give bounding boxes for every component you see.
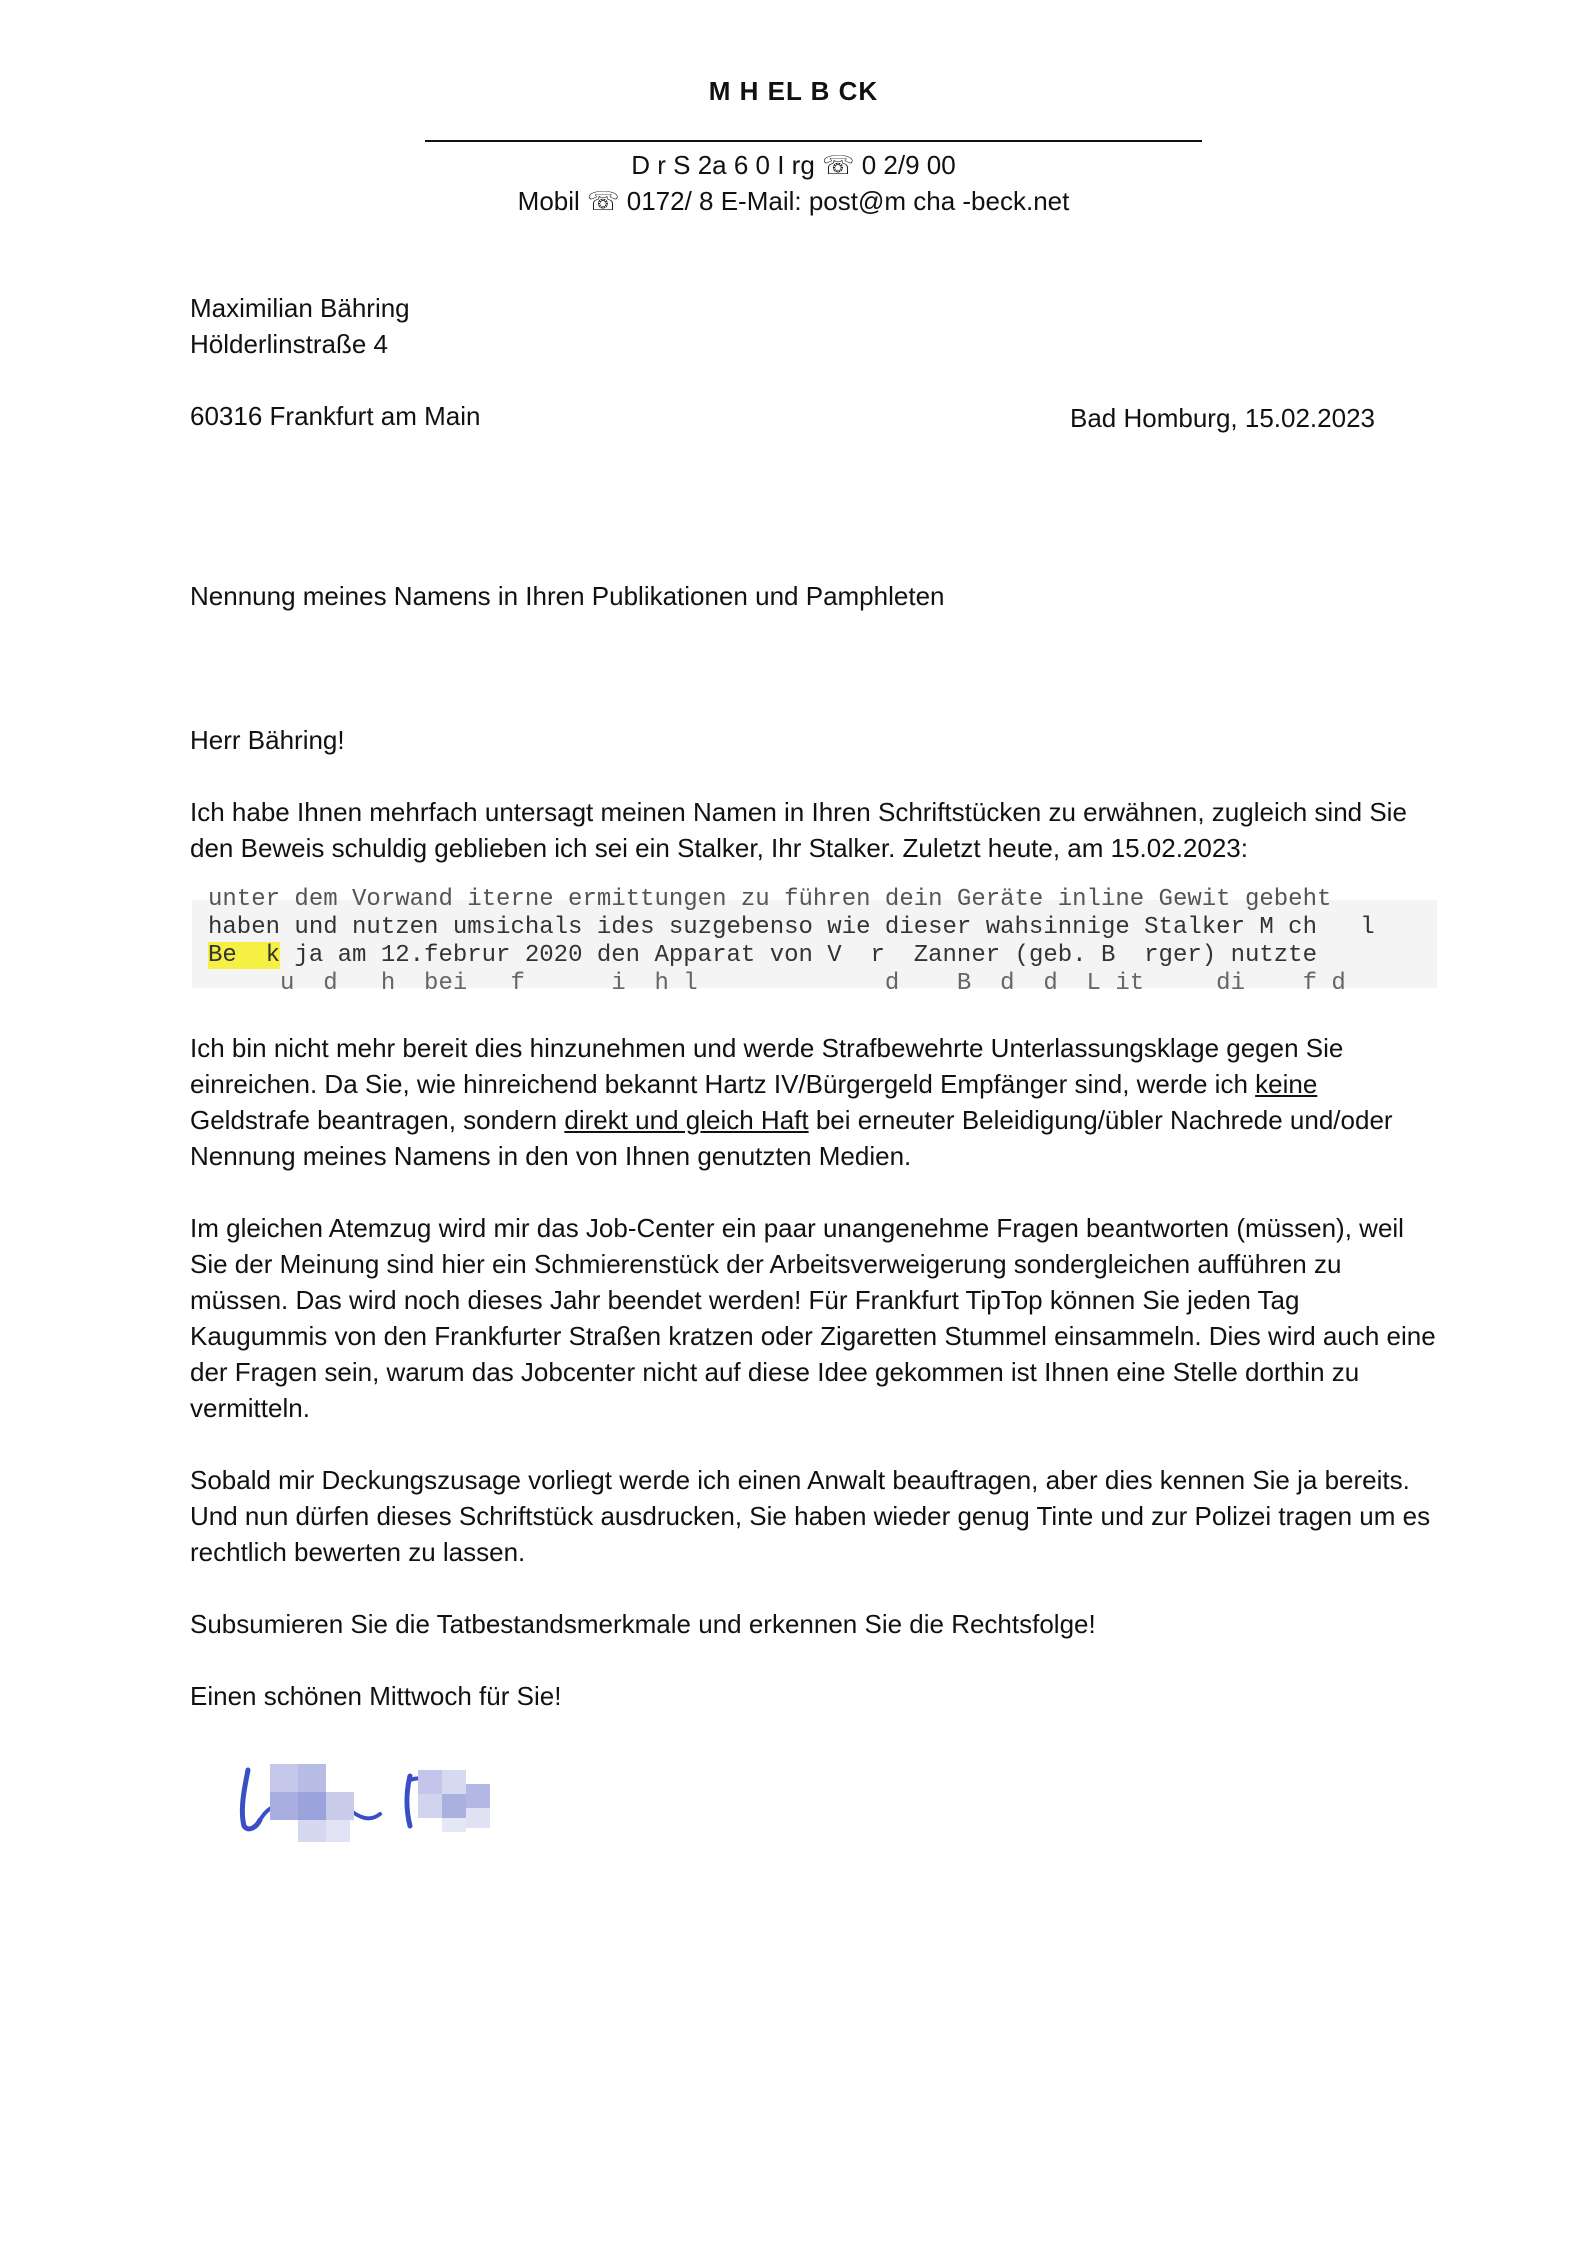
signature-image xyxy=(230,1740,560,1850)
recipient-street: Hölderlinstraße 4 xyxy=(190,329,388,359)
quote-line-2: haben und nutzen umsichals ides suzgebenso wie dieser wahsinnige Stalker M ch l xyxy=(208,914,1375,941)
recipient-address xyxy=(190,290,480,434)
place-date: Bad Homburg, 15.02.2023 xyxy=(1070,403,1375,433)
quoted-excerpt-image xyxy=(192,886,1437,997)
paragraph-2 xyxy=(190,1030,1440,1174)
paragraph-2-part-a: Ich bin nicht mehr bereit dies hinzunehmen und werde Strafbewehrte Unterlassungsklage gegen Sie einreichen. Da Sie, wie hinreichend bekannt Hartz IV/Bürgergeld Empfänger sind, werde ich xyxy=(190,1033,1344,1099)
quote-line-1: unter dem Vorwand iterne ermittungen zu führen dein Geräte inline Gewit gebeht xyxy=(208,886,1332,913)
closing: Einen schönen Mittwoch für Sie! xyxy=(190,1681,562,1711)
recipient-city: 60316 Frankfurt am Main xyxy=(190,401,481,431)
paragraph-3: Im gleichen Atemzug wird mir das Job-Center ein paar unangenehme Fragen beantworten (müssen), weil Sie der Meinung sind hier ein Schmierenstück der Arbeitsverweigerung sondergleichen aufführen zu müssen. Das wird noch dieses Jahr beendet werden! Für Frankfurt TipTop können Sie jeden Tag Kaugummis von den Frankfurter Straßen kratzen oder Zigaretten Stummel einsammeln. Dies wird auch eine der Fragen sein, warum das Jobcenter nicht auf diese Idee gekommen ist Ihnen eine Stelle dorthin zu vermitteln. xyxy=(190,1213,1436,1423)
quote-line-4: u d h bei f i h l d B d d L it di f d xyxy=(208,970,1346,997)
recipient-name: Maximilian Bähring xyxy=(190,293,410,323)
highlighted-name: Be k xyxy=(208,942,281,969)
underlined-keine: keine xyxy=(1255,1069,1318,1099)
header-divider xyxy=(425,140,1202,142)
paragraph-4: Sobald mir Deckungszusage vorliegt werde ich einen Anwalt beauftragen, aber dies kennen Sie ja bereits. Und nun dürfen dieses Schriftstück ausdrucken, Sie haben wieder genug Tinte und zur Polizei tragen um es rechtlich bewerten zu lassen. xyxy=(190,1465,1431,1567)
subject-line: Nennung meines Namens in Ihren Publikationen und Pamphleten xyxy=(190,581,945,611)
sender-contact-line: Mobil ☏ 0172/ 8 E-Mail: post@m cha -beck.net xyxy=(517,186,1070,216)
paragraph-5: Subsumieren Sie die Tatbestandsmerkmale und erkennen Sie die Rechtsfolge! xyxy=(190,1609,1096,1639)
salutation: Herr Bähring! xyxy=(190,725,345,755)
paragraph-2-part-c: bei erneuter Beleidigung/übler Nachrede und/oder Nennung meines Namens in den von Ihnen genutzten Medien. xyxy=(190,1105,1393,1171)
quote-line-3 xyxy=(192,942,1317,970)
sender-address-line: D r S 2a 6 0 I rg ☏ 0 2/9 00 xyxy=(631,150,956,180)
quote-line-3-rest: ja am 12.februr 2020 den Apparat von V r Zanner (geb. B rger) nutzte xyxy=(280,942,1317,969)
paragraph-1: Ich habe Ihnen mehrfach untersagt meinen Namen in Ihren Schriftstücken zu erwähnen, zugleich sind Sie den Beweis schuldig geblieben ich sei ein Stalker, Ihr Stalker. Zuletzt heute, am 15.02.2023: xyxy=(190,797,1407,863)
underlined-haft: direkt und gleich Haft xyxy=(564,1105,809,1135)
sender-name: M H EL B CK xyxy=(708,76,879,106)
paragraph-2-part-b: Geldstrafe beantragen, sondern xyxy=(190,1105,565,1135)
